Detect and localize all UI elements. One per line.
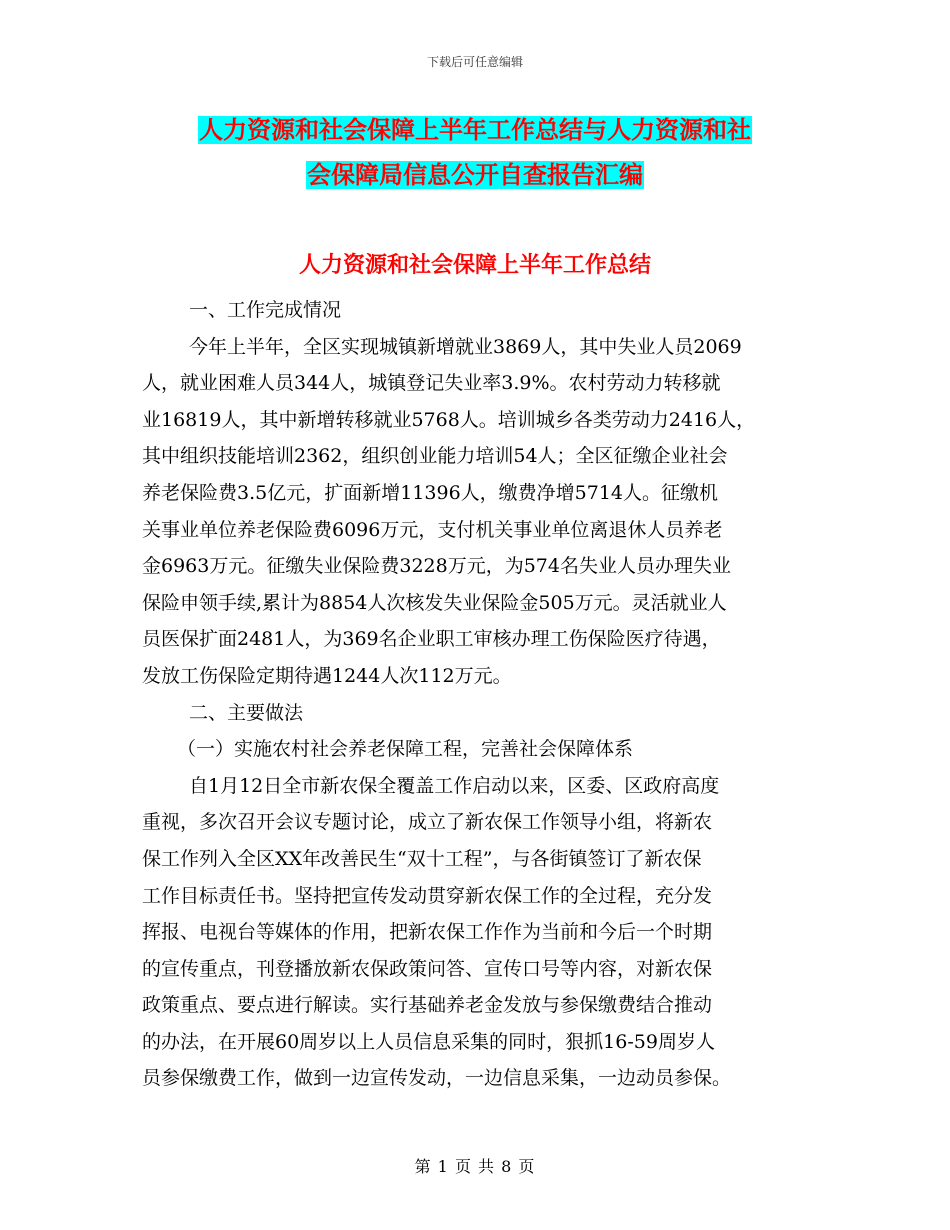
document-title-text-1: 人力资源和社会保障上半年工作总结与人力资源和社 xyxy=(199,116,751,144)
paragraph-line: 人，就业困难人员344人，城镇登记失业率3.9%。农村劳动力转移就 xyxy=(142,372,721,395)
paragraph-line: 保工作列入全区XX年改善民生“双十工程”，与各街镇签订了新农保 xyxy=(142,847,702,870)
paragraph-line: 工作目标责任书。坚持把宣传发动贯穿新农保工作的全过程，充分发 xyxy=(142,884,713,907)
paragraph-line: 员参保缴费工作，做到一边宣传发动，一边信息采集，一边动员参保。 xyxy=(142,1067,732,1090)
paragraph-line: 保险申领手续,累计为8854人次核发失业保险金505万元。灵活就业人 xyxy=(142,591,727,614)
header-note: 下载后可任意编辑 xyxy=(426,55,523,69)
paragraph-line: 养老保险费3.5亿元，扩面新增11396人，缴费净增5714人。征缴机 xyxy=(142,481,719,504)
paragraph-line: 业16819人，其中新增转移就业5768人。培训城乡各类劳动力2416人， xyxy=(142,408,756,431)
document-body xyxy=(142,292,822,1097)
page-number-footer: 第 1 页 共 8 页 xyxy=(414,1157,536,1176)
heading-work-completion: 一、工作完成情况 xyxy=(189,299,342,321)
paragraph-line: 今年上半年，全区实现城镇新增就业3869人，其中失业人员2069 xyxy=(189,335,742,358)
subheading-rural-pension: （一）实施农村社会养老保障工程，完善社会保障体系 xyxy=(177,738,634,761)
paragraph-line: 金6963万元。征缴失业保险费3228万元，为574名失业人员办理失业 xyxy=(142,555,731,578)
document-title-line-1 xyxy=(0,113,950,147)
section-title: 人力资源和社会保障上半年工作总结 xyxy=(298,253,651,278)
document-title-text-2: 会保障局信息公开自查报告汇编 xyxy=(307,161,643,189)
paragraph-line: 其中组织技能培训2362，组织创业能力培训54人；全区征缴企业社会 xyxy=(142,445,728,468)
paragraph-line: 员医保扩面2481人，为369名企业职工审核办理工伤保险医疗待遇， xyxy=(142,628,721,651)
paragraph-line: 自1月12日全市新农保全覆盖工作启动以来，区委、区政府高度 xyxy=(189,774,720,797)
paragraph-line: 重视，多次召开会议专题讨论，成立了新农保工作领导小组，将新农 xyxy=(142,811,713,834)
paragraph-line: 挥报、电视台等媒体的作用，把新农保工作作为当前和今后一个时期 xyxy=(142,921,713,944)
paragraph-line: 的办法，在开展60周岁以上人员信息采集的同时，狠抓16-59周岁人 xyxy=(142,1030,715,1053)
paragraph-line: 的宣传重点，刊登播放新农保政策问答、宣传口号等内容，对新农保 xyxy=(142,957,713,980)
paragraph-line: 关事业单位养老保险费6096万元，支付机关事业单位离退休人员养老 xyxy=(142,518,723,541)
paragraph-line: 发放工伤保险定期待遇1244人次112万元。 xyxy=(142,664,512,687)
document-title-line-2 xyxy=(0,158,950,192)
paragraph-line: 政策重点、要点进行解读。实行基础养老金发放与参保缴费结合推动 xyxy=(142,994,713,1017)
heading-main-practices: 二、主要做法 xyxy=(189,701,304,724)
